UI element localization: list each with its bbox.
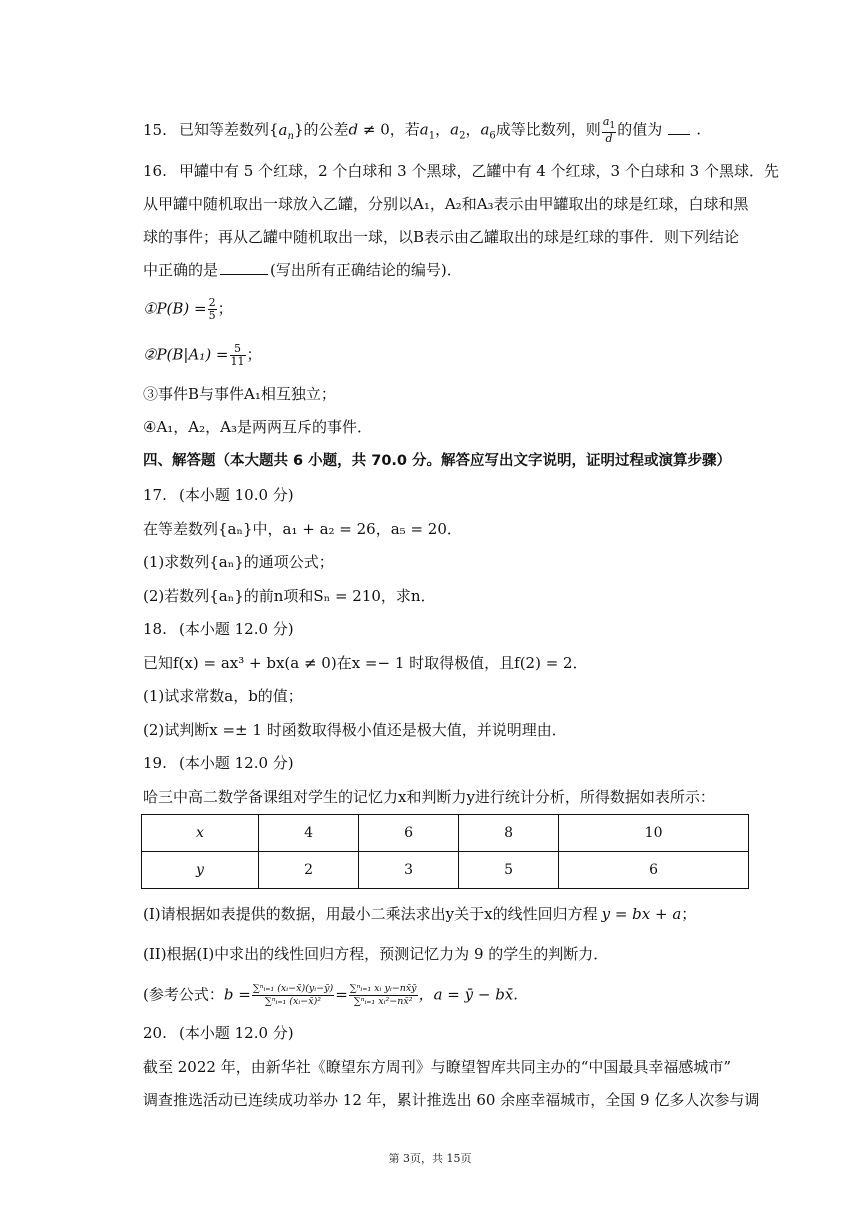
question-17-part-2: (2)若数列{aₙ}的前n项和Sₙ = 210，求n． bbox=[143, 587, 436, 605]
table-cell: 6 bbox=[359, 815, 459, 852]
table-cell: 6 bbox=[559, 852, 749, 889]
question-number: 18. bbox=[143, 620, 167, 638]
question-number: 19. bbox=[143, 754, 167, 772]
question-17-header bbox=[143, 485, 294, 505]
question-number: 15. bbox=[143, 120, 167, 139]
question-number: 20. bbox=[143, 1024, 167, 1042]
table-row bbox=[142, 852, 749, 889]
question-18-stem: 已知f(x) = ax³ + bx(a ≠ 0)在x =− 1 时取得极值，且f(2) = 2． bbox=[143, 654, 588, 672]
question-15: 15. 已知等差数列$\{a_n\}$的公差d ≠ 0，若$a_1$，$a_2$，$a_6$成等比数列，则 $\frac{a_1}{d}$ 的值为 . bbox=[143, 115, 701, 146]
table-row-label: x bbox=[142, 815, 259, 852]
question-18-header bbox=[143, 619, 294, 639]
question-16-option-3: ③事件B与事件A₁相互独立； bbox=[143, 385, 336, 403]
table-row-label: y bbox=[142, 852, 259, 889]
question-score: (本小题 10.0 分) bbox=[179, 486, 294, 504]
page-footer: 第 3页，共 15页 bbox=[388, 1152, 472, 1165]
question-16-option-1: ①P(B) = $\frac{2}{5}$ ； bbox=[143, 296, 233, 322]
question-19-stem: 哈三中高二数学备课组对学生的记忆力x和判断力y进行统计分析，所得数据如表所示： bbox=[143, 788, 715, 806]
question-17-part-1: (1)求数列{aₙ}的通项公式； bbox=[143, 553, 334, 571]
table-row bbox=[142, 815, 749, 852]
question-18-part-2: (2)试判断x =± 1 时函数取得极小值还是极大值，并说明理由． bbox=[143, 721, 567, 739]
question-number: 17. bbox=[143, 486, 167, 504]
question-20-line-1: 截至 2022 年，由新华社《瞭望东方周刊》与瞭望智库共同主办的“中国最具幸福感城市” bbox=[143, 1058, 732, 1076]
question-16-line-1: 16. 甲罐中有 5 个红球，2 个白球和 3 个黑球，乙罐中有 4 个红球，3 个白球和 3 个黑球．先 bbox=[143, 162, 779, 180]
question-20-header bbox=[143, 1023, 294, 1043]
question-19-part-2: (II)根据(I)中求出的线性回归方程，预测记忆力为 9 的学生的判断力． bbox=[143, 945, 609, 963]
question-18-part-1: (1)试求常数a，b的值； bbox=[143, 687, 303, 705]
table-cell: 3 bbox=[359, 852, 459, 889]
question-16-line-4: 中正确的是 (写出所有正确结论的编号)． bbox=[143, 261, 462, 279]
data-table bbox=[141, 814, 749, 889]
question-number: 16. bbox=[143, 162, 167, 180]
question-score: (本小题 12.0 分) bbox=[179, 754, 294, 772]
question-score: (本小题 12.0 分) bbox=[179, 620, 294, 638]
section-heading: 四、解答题（本大题共 6 小题，共 70.0 分。解答应写出文字说明，证明过程或演算步骤） bbox=[143, 453, 732, 469]
question-16-line-2: 从甲罐中随机取出一球放入乙罐，分别以A₁，A₂和A₃表示由甲罐取出的球是红球，白球和黑 bbox=[143, 195, 749, 213]
question-20-line-2: 调查推选活动已连续成功举办 12 年，累计推选出 60 余座幸福城市，全国 9 亿多人次参与调 bbox=[143, 1091, 760, 1109]
regression-equation: y = bx + a bbox=[601, 905, 682, 923]
question-17-stem: 在等差数列{aₙ}中，a₁ + a₂ = 26，a₅ = 20． bbox=[143, 520, 462, 538]
table-cell: 10 bbox=[559, 815, 749, 852]
question-16-option-2: ②P(B|A₁) = $\frac{5}{11}$ ； bbox=[143, 342, 262, 368]
question-score: (本小题 12.0 分) bbox=[179, 1024, 294, 1042]
question-16-option-4: ④A₁，A₂，A₃是两两互斥的事件． bbox=[143, 418, 372, 436]
question-16-line-3: 球的事件；再从乙罐中随机取出一球，以B表示由乙罐取出的球是红球的事件．则下列结论 bbox=[143, 228, 740, 246]
table-cell: 2 bbox=[259, 852, 359, 889]
question-19-header bbox=[143, 753, 294, 773]
table-cell: 8 bbox=[459, 815, 559, 852]
question-19-part-1: (I)请根据如表提供的数据，用最小二乘法求出y关于x的线性回归方程 y = bx + a； bbox=[143, 905, 697, 923]
answer-blank bbox=[220, 260, 268, 275]
answer-blank bbox=[668, 120, 690, 135]
table-cell: 5 bbox=[459, 852, 559, 889]
reference-formula: (参考公式：b = $\frac{\text{∑ⁿᵢ₌₁ (xᵢ−x̄)(yᵢ−ȳ)}}{\text{∑ⁿᵢ₌₁ (xᵢ−x̄)²}}$ = $\frac{\text{∑ⁿᵢ₌₁ xᵢ yᵢ−nx̄ȳ}}{\text{∑ⁿᵢ₌₁ xᵢ²−nx̄²}}$ ，a = ȳ − bx̄. bbox=[143, 983, 519, 1007]
table-cell: 4 bbox=[259, 815, 359, 852]
